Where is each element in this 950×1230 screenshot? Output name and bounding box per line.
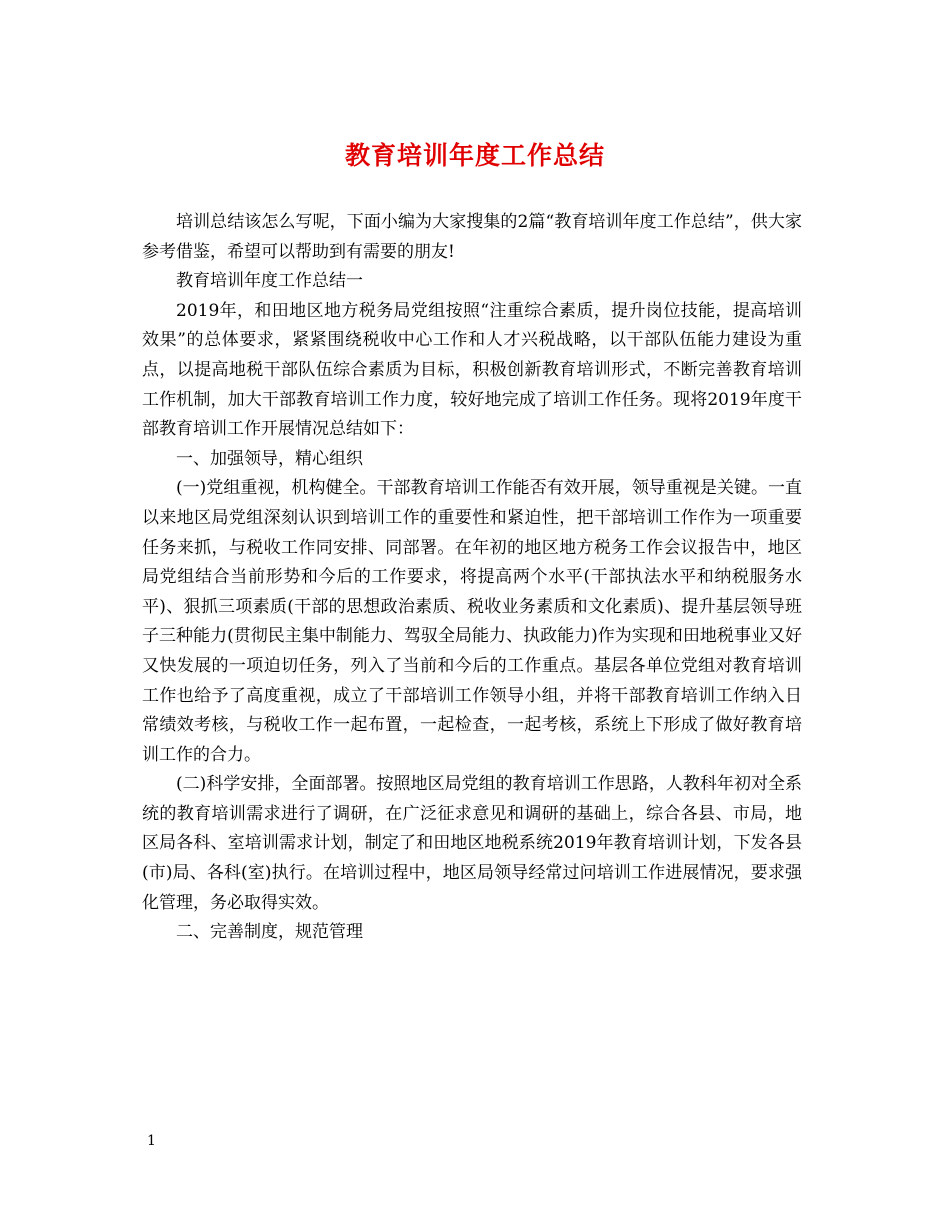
section-heading-one: 一、加强领导，精心组织 [176,448,363,469]
section-title-part-one: 教育培训年度工作总结一 [176,271,363,292]
paragraph-party-leadership: (一)党组重视，机构健全。干部教育培训工作能否有效开展，领导重视是关键。一直以来地区局党组深刻认识到培训工作的重要性和紧迫性，把干部培训工作作为一项重要任务来抓，与税收工作同安排、同部署。在年初的地区地方税务工作会议报告中，地区局党组结合当前形势和今后的工作要求，将提高两个水平(干部执法水平和纳税服务水平)、狠抓三项素质(干部的思想政治素质、税收业务素质和文化素质)、提升基层领导班子三种能力(贯彻民主集中制能力、驾驭全局能力、执政能力)作为实现和田地税事业又好又快发展的一项迫切任务，列入了当前和今后的工作重点。基层各单位党组对教育培训工作也给予了高度重视，成立了干部培训工作领导小组，并将干部教育培训工作纳入日常绩效考核，与税收工作一起布置，一起检查，一起考核，系统上下形成了做好教育培训工作的合力。 [142,478,802,765]
overview-paragraph: 2019年，和田地区地方税务局党组按照“注重综合素质，提升岗位技能，提高培训效果”的总体要求，紧紧围绕税收中心工作和人才兴税战略，以干部队伍能力建设为重点，以提高地税干部队伍综合素质为目标，积极创新教育培训形式，不断完善教育培训工作机制，加大干部教育培训工作力度，较好地完成了培训工作任务。现将2019年度干部教育培训工作开展情况总结如下： [142,300,802,440]
intro-paragraph: 培训总结该怎么写呢，下面小编为大家搜集的2篇“教育培训年度工作总结”，供大家参考借鉴，希望可以帮助到有需要的朋友! [142,212,802,262]
document-title: 教育培训年度工作总结 [344,141,605,170]
section-heading-two: 二、完善制度，规范管理 [176,922,363,943]
paragraph-scientific-planning: (二)科学安排，全面部署。按照地区局党组的教育培训工作思路，人教科年初对全系统的教育培训需求进行了调研，在广泛征求意见和调研的基础上，综合各县、市局，地区局各科、室培训需求计划，制定了和田地区地税系统2019年教育培训计划，下发各县(市)局、各科(室)执行。在培训过程中，地区局领导经常过问培训工作进展情况，要求强化管理，务必取得实效。 [142,774,802,913]
page-number: 1 [147,1133,156,1149]
document-body [142,208,802,948]
